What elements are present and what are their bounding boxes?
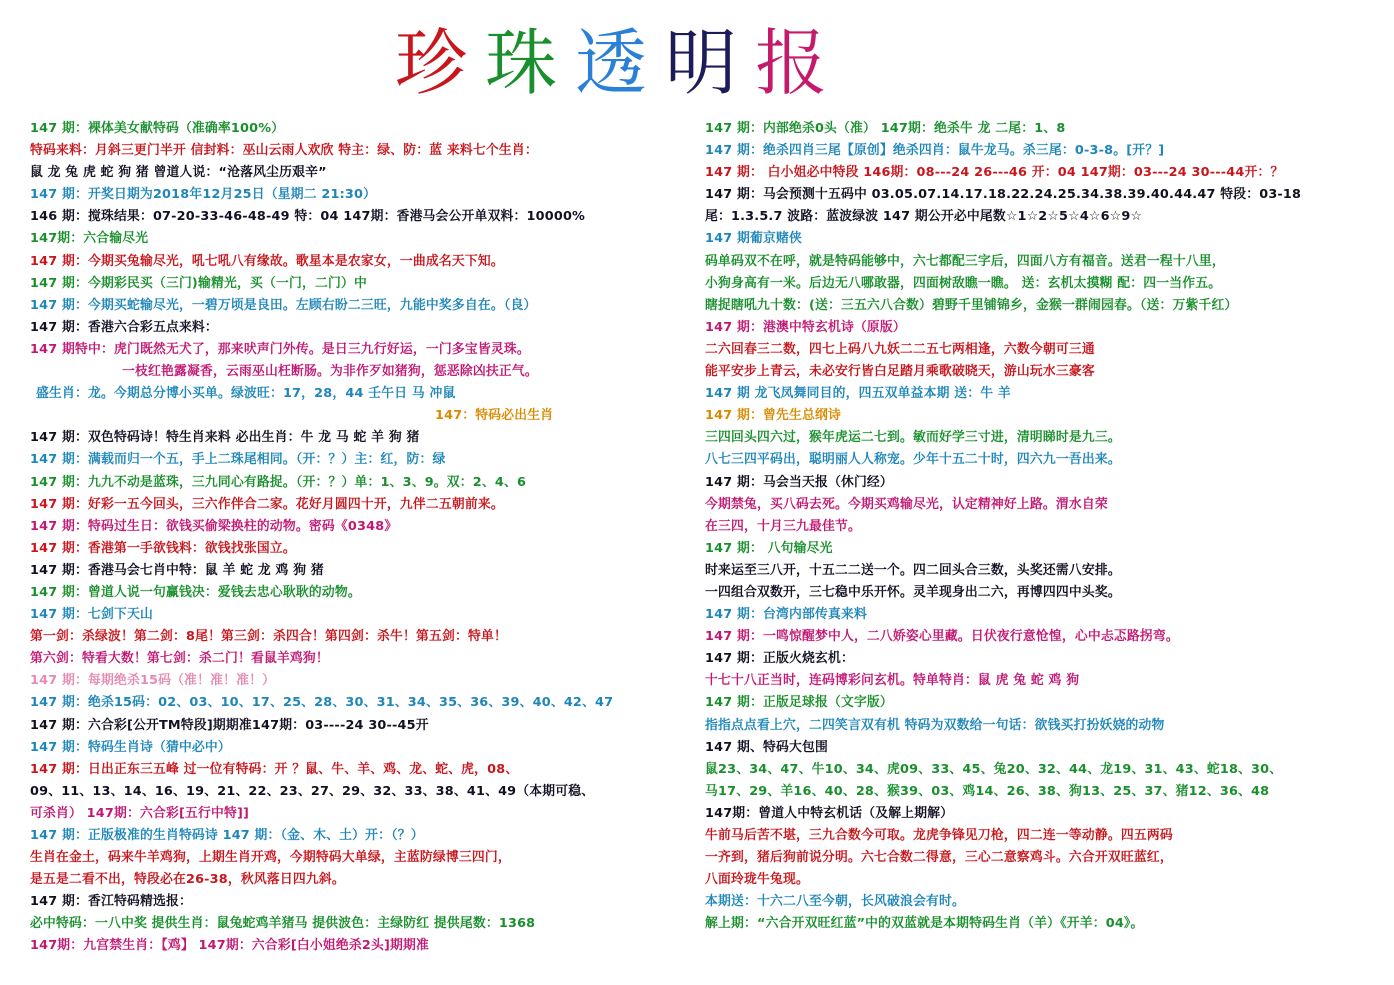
left-text-line: 147 期：好彩一五今回头，三六作伴合二家。花好月圆四十开，九伴二五朝前来。 bbox=[30, 496, 504, 512]
right-text-line: 147 期：正版火烧玄机： bbox=[705, 651, 854, 667]
left-text-line: 一枝红艳露凝香，云雨巫山枉断肠。为非作歹如猪狗，惩恶除凶扶正气。 bbox=[122, 364, 538, 380]
left-text-line: 必中特码：一八中奖 提供生肖：鼠兔蛇鸡羊猪马 提供波色：主绿防红 提供尾数：1368 bbox=[30, 916, 536, 932]
left-text-line: 147 期：开奖日期为2018年12月25日（星期二 21:30） bbox=[30, 187, 377, 203]
title-char-2: 珠 bbox=[485, 21, 558, 105]
left-text-line: 147 期：六合彩[公开TM特段]期期准147期：03----24 30--45开 bbox=[30, 717, 429, 733]
left-text-line: 147期：六合输尽光 bbox=[30, 231, 149, 247]
right-text-line: 指指点点看上穴，二四笑言双有机 特码为双数给一句话：欲钱买打扮妖娆的动物 bbox=[705, 717, 1165, 733]
left-text-line: 147 期：双色特码诗！特生肖来料 必出生肖：牛 龙 马 蛇 羊 狗 猪 bbox=[30, 430, 420, 446]
left-text-line: 147 期：七剑下天山 bbox=[30, 607, 153, 623]
right-text-line: 马17、29、羊16、40、28、猴39、03、鸡14、26、38、狗13、25、37、猪12、36、48 bbox=[705, 783, 1270, 799]
right-text-line: 本期送：十六二八至今朝，长风破浪会有时。 bbox=[705, 894, 965, 910]
left-text-line: 147 期：每期绝杀15码（准！准！准！） bbox=[30, 673, 276, 689]
right-text-line: 147 期： 八句输尽光 bbox=[705, 540, 833, 556]
left-text-line: 147 期：日出正东三五峰 过一位有特码：开 ？鼠、牛、羊、鸡、龙、蛇、虎，08、 bbox=[30, 761, 519, 777]
right-text-line: 一齐到，猪后狗前说分明。六七合数二得意，三心二意察鸡斗。六合开双旺蓝红， bbox=[705, 850, 1173, 866]
right-text-line: 鼠23、34、47、牛10、34、虎09、33、45、兔20、32、44、龙19、31、43、蛇18、30、 bbox=[705, 761, 1283, 777]
left-text-line: 147 期：香港第一手欲钱料：欲钱找张国立。 bbox=[30, 540, 296, 556]
right-text-line: 147 期：曾先生总纲诗 bbox=[705, 408, 841, 424]
right-text-line: 147 期：马会预测十五码中 03.05.07.14.17.18.22.24.25.34.38.39.40.44.47 特段：03-18 bbox=[705, 187, 1302, 203]
title-char-3: 透 bbox=[575, 21, 648, 105]
left-text-line: 147 期：特码过生日：欲钱买偷梁换柱的动物。密码《0348》 bbox=[30, 518, 398, 534]
right-text-line: 能平安步上青云，未必安行皆白足踏月乘歌破晓天，游山玩水三豪客 bbox=[705, 364, 1095, 380]
left-text-line: 特码来料：月斜三更门半开 信封料：巫山云雨人欢欣 特主：绿、防：蓝 来料七个生肖： bbox=[30, 143, 538, 159]
left-text-line: 可杀肖） 147期：六合彩[五行中特]] bbox=[30, 805, 250, 821]
right-column bbox=[705, 118, 1385, 935]
title-char-5: 报 bbox=[755, 21, 828, 105]
right-text-line: 一四组合双数开，三七稳中乐开怀。灵羊现身出二六，再博四四中头奖。 bbox=[705, 584, 1121, 600]
left-text-line: 生肖在金土，码来牛羊鸡狗，上期生肖开鸡，今期特码大单绿，主蓝防绿博三四门， bbox=[30, 850, 511, 866]
left-text-line: 盛生肖：龙。今期总分博小买单。绿波旺：17，28，44 壬午日 马 冲鼠 bbox=[36, 386, 456, 402]
left-text-line: 是五是二看不出，特段必在26-38，秋风落日四九斜。 bbox=[30, 872, 345, 888]
right-text-line: 147 期 龙飞凤舞同目的，四五双单益本期 送：牛 羊 bbox=[705, 386, 1011, 402]
right-text-line: 147 期：港澳中特玄机诗（原版） bbox=[705, 319, 906, 335]
left-text-line: 147 期：九九不动是蓝珠，三九同心有路捉。（开：？）单：1、3、9。双：2、4、6 bbox=[30, 474, 527, 490]
left-text-line: 147 期：今期买兔输尽光，吼七吼八有缘故。歌星本是农家女，一曲成名天下知。 bbox=[30, 253, 504, 269]
right-text-line: 在三四，十月三九最佳节。 bbox=[705, 518, 861, 534]
left-text-line: 147 期特中：虎门既然无犬了，那来吠声门外传。是日三九行好运，一门多宝皆灵珠。 bbox=[30, 341, 530, 357]
right-text-line: 今期禁兔，买八码去死。今期买鸡输尽光，认定精神好上路。渭水自荣 bbox=[705, 496, 1108, 512]
right-text-line: 十七十八正当时，连码博彩问玄机。特单特肖：鼠 虎 兔 蛇 鸡 狗 bbox=[705, 673, 1080, 689]
left-text-line: 147 期：今期买蛇输尽光，一碧万顷是良田。左顾右盼二三旺，九能中奖多自在。（良） bbox=[30, 297, 537, 313]
left-text-line: 147 期：香江特码精选报： bbox=[30, 894, 192, 910]
right-text-line: 牛前马后苦不堪，三九合数今可取。龙虎争锋见刀枪，四二连一等动静。四五两码 bbox=[705, 828, 1173, 843]
right-text-line: 147 期：马会当天报（休门经） bbox=[705, 474, 893, 490]
left-text-line: 147 期：香港六合彩五点来料： bbox=[30, 319, 218, 335]
left-text-line: 147 期：今期彩民买（三门)输精光，买（一门，二门）中 bbox=[30, 275, 367, 291]
right-text-line: 147 期：绝杀四肖三尾【原创】绝杀四肖：鼠牛龙马。杀三尾：0-3-8。[开？] bbox=[705, 143, 1165, 159]
left-text-line: 09、11、13、14、16、19、21、22、23、27、29、32、33、38、41、49（本期可稳、 bbox=[30, 783, 595, 799]
right-text-line: 时来运至三八开，十五二二送一个。四二回头合三数，头奖还需八安排。 bbox=[705, 562, 1121, 578]
right-text-line: 147 期：台湾内部传真来料 bbox=[705, 607, 867, 623]
left-text-line: 147期：九宫禁生肖：【鸡】 147期：六合彩[白小姐绝杀2头]期期准 bbox=[30, 938, 430, 954]
left-text-line: 147 期：绝杀15码：02、03、10、17、25、28、30、31、34、35、36、39、40、42、47 bbox=[30, 695, 614, 711]
title-char-1: 珍 bbox=[395, 21, 468, 105]
right-text-line: 147 期葡京赌侠 bbox=[705, 231, 802, 247]
right-text-line: 三四回头四六过，猴年虎运二七到。敏而好学三寸进，清明睇时是九三。 bbox=[705, 430, 1121, 446]
left-text-line: 147 期：曾道人说一句赢钱决：爱钱去忠心耿耿的动物。 bbox=[30, 584, 361, 600]
right-text-line: 147 期：一鸣惊醒梦中人，二八娇姿心里藏。日伏夜行意怆惶，心中忐忑路拐弯。 bbox=[705, 629, 1179, 645]
right-text-line: 147 期：内部绝杀0头（准） 147期：绝杀牛 龙 二尾：1、8 bbox=[705, 121, 1066, 136]
left-text-line: 147 期：香港马会七肖中特：鼠 羊 蛇 龙 鸡 狗 猪 bbox=[30, 562, 324, 578]
left-column bbox=[30, 118, 680, 958]
right-text-line: 147期：曾道人中特玄机话（及解上期解） bbox=[705, 805, 954, 821]
page-title bbox=[395, 18, 895, 108]
left-text-line: 147 期：满载而归一个五，手上二珠尾相同。（开：？）主：红，防：绿 bbox=[30, 452, 446, 468]
left-text-line: 147：特码必出生肖 bbox=[435, 408, 554, 424]
right-text-line: 瞎捉瞎吼九十数：(送：三五六八合数）碧野千里铺锦乡，金猴一群闹园春。（送：万紫千红） bbox=[705, 297, 1238, 313]
title-char-4: 明 bbox=[665, 21, 738, 105]
right-text-line: 八面玲珑牛兔现。 bbox=[705, 872, 809, 888]
left-text-line: 147 期：裸体美女献特码（准确率100%） bbox=[30, 121, 285, 136]
left-text-line: 第六剑：特看大数！第七剑：杀二门！看鼠羊鸡狗！ bbox=[30, 651, 329, 667]
right-text-line: 147 期：正版足球报（文字版） bbox=[705, 695, 893, 711]
right-text-line: 尾：1.3.5.7 波路：蓝波绿波 147 期公开必中尾数☆1☆2☆5☆4☆6☆9☆ bbox=[705, 209, 1143, 225]
left-text-line: 鼠 龙 兔 虎 蛇 狗 猪 曾道人说：“沧落风尘历艰辛” bbox=[30, 165, 327, 181]
right-text-line: 147 期、特码大包围 bbox=[705, 739, 828, 755]
right-text-line: 小狗身高有一米。后边无八哪敢器，四面树敌瞧一瞧。 送：玄机太摸糊 配：四一当作五。 bbox=[705, 275, 1222, 291]
right-text-line: 147 期： 白小姐必中特段 146期：08---24 26---46 开：04 147期：03---24 30---44开：？ bbox=[705, 165, 1284, 181]
left-text-line: 147 期：正版极准的生肖特码诗 147 期：（金、木、土）开：（？） bbox=[30, 828, 424, 843]
left-text-line: 146 期：搅珠结果：07-20-33-46-48-49 特：04 147期：香港马会公开单双料：10000% bbox=[30, 209, 586, 225]
right-text-line: 码单码双不在呼，就是特码能够中，六七都配三字后，四面八方有福音。送君一程十八里， bbox=[705, 253, 1225, 269]
left-text-line: 147 期：特码生肖诗（猜中必中） bbox=[30, 739, 231, 755]
right-text-line: 二六回春三二数，四七上码八九妖二二五七两相逢，六数今朝可三通 bbox=[705, 341, 1095, 357]
right-text-line: 八七三四平码出，聪明丽人人称宠。少年十五二十时，四六九一吾出来。 bbox=[705, 452, 1121, 468]
left-text-line: 第一剑：杀绿波！第二剑：8尾！第三剑：杀四合！第四剑：杀牛！第五剑：特单！ bbox=[30, 629, 507, 645]
right-text-line: 解上期：“六合开双旺红蓝”中的双蓝就是本期特码生肖（羊）《开羊：04》。 bbox=[705, 916, 1144, 932]
